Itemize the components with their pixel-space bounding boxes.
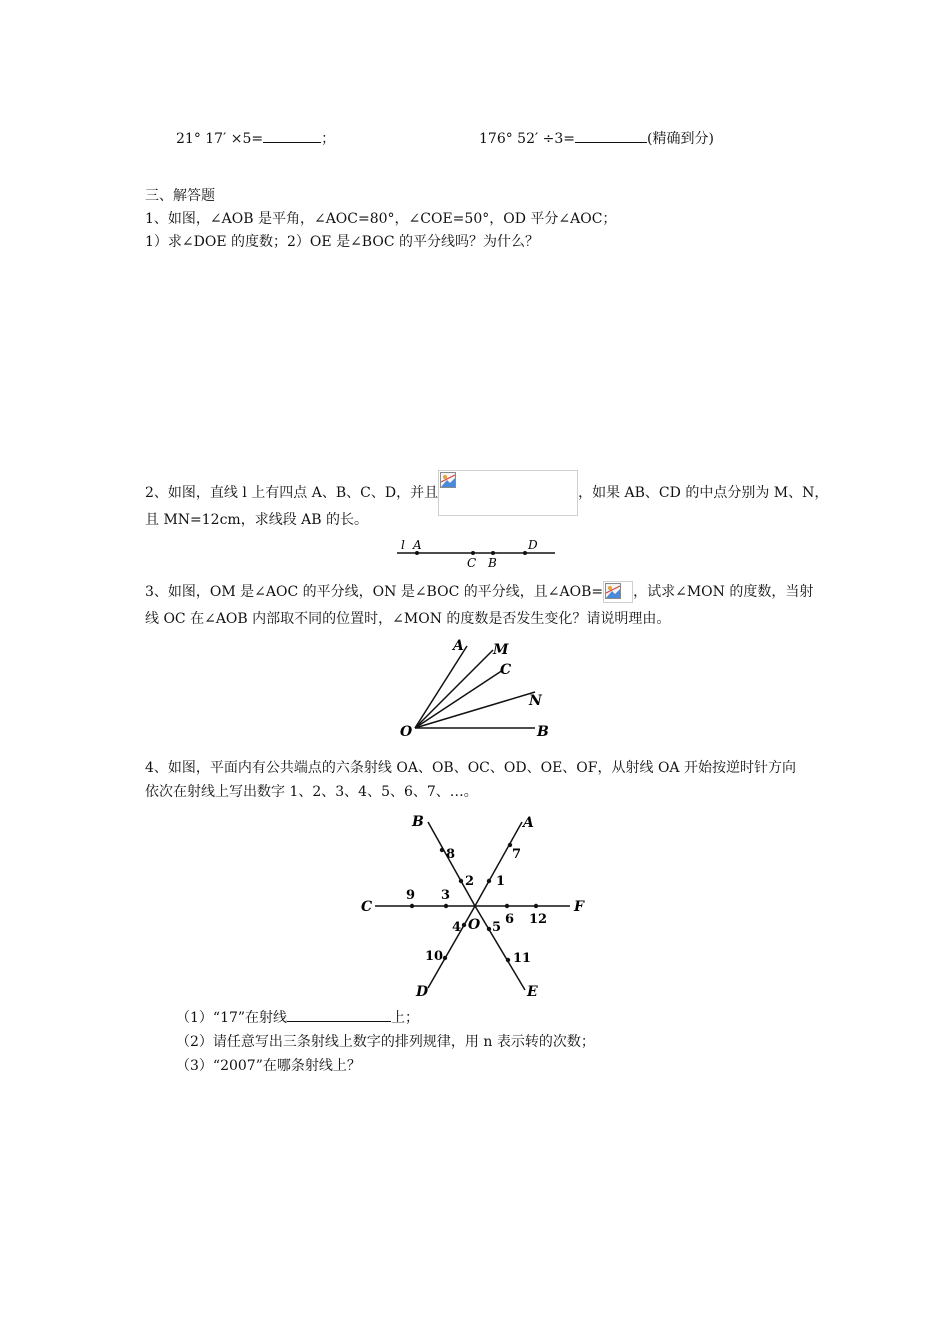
problem4-line1: 4、如图，平面内有公共端点的六条射线 OA、OB、OC、OD、OE、OF，从射线 OA 开始按逆时针方向 [145, 760, 796, 776]
broken-image-placeholder-2 [603, 581, 633, 603]
fill-in-expression-1: 21° 17′ ×5= [176, 131, 264, 147]
label-b: B [488, 556, 497, 570]
num-6: 6 [505, 912, 515, 927]
problem2-line2: 且 MN=12cm，求线段 AB 的长。 [145, 512, 368, 528]
num-7: 7 [512, 847, 522, 862]
ray-oa [415, 646, 467, 728]
num-8: 8 [446, 847, 456, 862]
problem1-line1: 1、如图，∠AOB 是平角，∠AOC=80°，∠COE=50°，OD 平分∠AOC； [145, 211, 617, 227]
dot-5 [487, 927, 491, 931]
label-a: A [523, 815, 534, 831]
dot-6 [505, 904, 509, 908]
section-title: 三、解答题 [145, 188, 215, 204]
problem3-line2: 线 OC 在∠AOB 内部取不同的位置时，∠MON 的度数是否发生变化？请说明理由。 [145, 611, 671, 627]
num-2: 2 [465, 874, 475, 889]
problem4-line2: 依次在射线上写出数字 1、2、3、4、5、6、7、…。 [145, 784, 478, 800]
line-segment-figure [395, 536, 560, 570]
problem2-text-b: ，如果 AB、CD 的中点分别为 M、N， [578, 485, 829, 501]
label-c: C [500, 662, 512, 678]
dot-10 [443, 956, 447, 960]
label-c: C [361, 899, 373, 915]
label-e: E [527, 984, 538, 1000]
precision-note: (精确到分) [646, 131, 714, 147]
dot-11 [506, 958, 510, 962]
label-d: D [416, 984, 429, 1000]
ray-oc [415, 670, 503, 728]
problem1-line2: 1）求∠DOE 的度数；2）OE 是∠BOC 的平分线吗？为什么？ [145, 234, 539, 250]
sub1-text-a: （1）“17”在射线 [176, 1010, 288, 1026]
label-b: B [412, 814, 424, 830]
point-b [491, 551, 495, 555]
six-rays-figure [355, 808, 595, 1003]
problem4-sub3: （3）“2007”在哪条射线上？ [176, 1058, 361, 1074]
problem3-line1 [145, 581, 813, 603]
broken-image-placeholder [438, 470, 578, 516]
point-d [523, 551, 527, 555]
num-5: 5 [492, 920, 502, 935]
dot-8 [440, 848, 444, 852]
label-b: B [537, 724, 549, 740]
label-a: A [413, 538, 422, 552]
label-a: A [453, 638, 464, 654]
fill-in-row-2 [479, 128, 714, 149]
num-12: 12 [529, 912, 548, 927]
ray-oe [475, 906, 525, 990]
num-1: 1 [496, 874, 506, 889]
dot-2 [459, 879, 463, 883]
sub1-text-b: 上； [391, 1010, 420, 1026]
angle-figure [395, 636, 560, 742]
num-9: 9 [406, 888, 416, 903]
label-o: O [400, 724, 413, 740]
answer-blank-1[interactable] [263, 128, 321, 143]
num-11: 11 [513, 951, 532, 966]
fill-in-separator: ； [321, 131, 336, 147]
num-3: 3 [441, 888, 451, 903]
problem4-sub1 [176, 1007, 419, 1028]
dot-12 [534, 904, 538, 908]
fill-in-row [176, 128, 335, 149]
num-4: 4 [452, 920, 462, 935]
num-10: 10 [425, 949, 444, 964]
ray-ob [428, 822, 475, 906]
label-f: F [574, 899, 584, 915]
point-c [471, 551, 475, 555]
dot-4 [462, 923, 466, 927]
broken-image-icon [440, 472, 456, 488]
label-c: C [467, 556, 477, 570]
label-m: M [493, 642, 509, 658]
answer-blank-ray[interactable] [287, 1007, 391, 1022]
problem4-sub2: （2）请任意写出三条射线上数字的排列规律，用 n 表示转的次数； [176, 1034, 595, 1050]
label-d: D [528, 538, 538, 552]
problem2-text-a: 2、如图，直线 l 上有四点 A、B、C、D，并且 [145, 485, 439, 501]
fill-in-expression-2: 176° 52′ ÷3= [479, 131, 575, 147]
label-o: O [468, 917, 481, 933]
dot-3 [444, 904, 448, 908]
problem3-text-b: ，试求∠MON 的度数，当射 [633, 584, 814, 600]
label-n: N [529, 693, 542, 709]
dot-1 [487, 879, 491, 883]
ray-oa [475, 822, 522, 906]
problem3-text-a: 3、如图，OM 是∠AOC 的平分线，ON 是∠BOC 的平分线，且∠AOB= [145, 584, 604, 600]
label-l: l [401, 538, 405, 552]
dot-9 [410, 904, 414, 908]
broken-image-icon-2 [605, 583, 621, 599]
answer-blank-2[interactable] [575, 128, 647, 143]
